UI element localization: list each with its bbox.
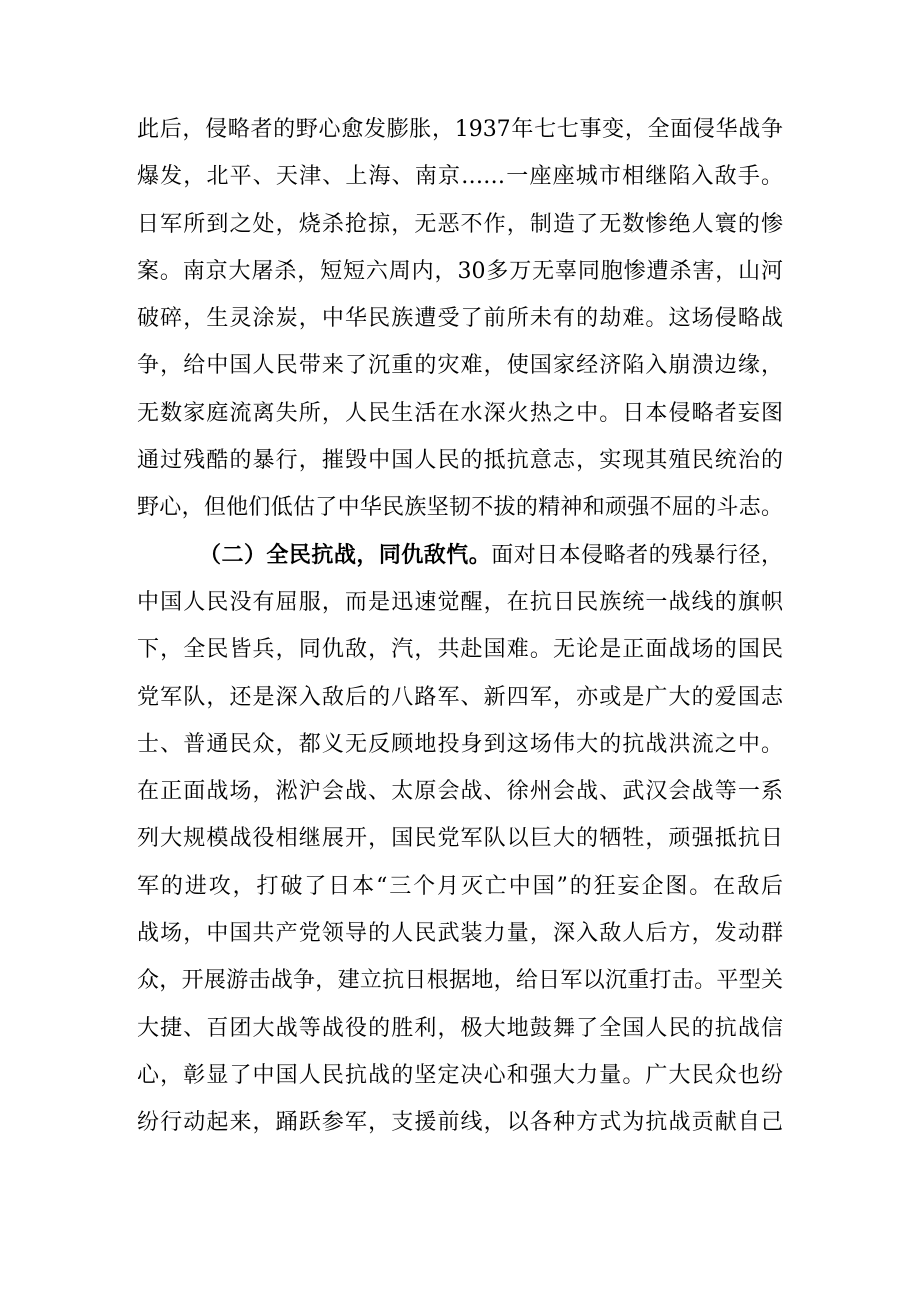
section-line-1: 中国人民没有屈服，而是迅速觉醒，在抗日民族统一战线的旗帜 [137, 589, 783, 615]
section-line-2: 下，全民皆兵，同仇敌，汽，共赴国难。无论是正面战场的国民 [137, 637, 783, 663]
text-line-4: 案。南京大屠杀，短短六周内，30多万无辜同胞惨遭杀害，山河 [137, 258, 783, 284]
text-line-7: 无数家庭流离失所，人民生活在水深火热之中。日本侵略者妄图 [137, 400, 783, 426]
section-first-line [137, 532, 783, 579]
text-line-5: 破碎，生灵涂炭，中华民族遭受了前所未有的劫难。这场侵略战 [137, 306, 783, 332]
section-line-10: 大捷、百团大战等战役的胜利，极大地鼓舞了全国人民的抗战信 [137, 1015, 783, 1041]
section-heading: （二）全民抗战，同仇敌忾。 [199, 541, 492, 568]
text-line-1: 此后，侵略者的野心愈发膨胀，1937年七七事变，全面侵华战争 [137, 117, 783, 142]
section-line-9: 众，开展游击战争，建立抗日根据地，给日军以沉重打击。平型关 [137, 968, 783, 994]
text-line-9: 野心，但他们低估了中华民族坚韧不拔的精神和顽强不屈的斗志。 [137, 495, 783, 521]
section-line-7: 军的进攻，打破了日本“三个月灭亡中国”的狂妄企图。在敌后 [137, 873, 783, 899]
section-line-11: 心，彰显了中国人民抗战的坚定决心和强大力量。广大民众也纷 [137, 1062, 783, 1088]
text-line-6: 争，给中国人民带来了沉重的灾难，使国家经济陷入崩溃边缘， [137, 353, 783, 379]
section-line-3: 党军队，还是深入敌后的八路军、新四军，亦或是广大的爱国志 [137, 684, 783, 710]
section-line-6: 列大规模战役相继展开，国民党军队以巨大的牺牲，顽强抵抗日 [137, 826, 783, 852]
section-line-5: 在正面战场，淞沪会战、太原会战、徐州会战、武汉会战等一系 [137, 779, 783, 805]
text-line-8: 通过残酷的暴行，摧毁中国人民的抵抗意志，实现其殖民统治的 [137, 448, 783, 474]
section-line-12: 纷行动起来，踊跃参军，支援前线，以各种方式为抗战贡献自己 [137, 1110, 783, 1136]
document-body [137, 106, 783, 1147]
section-first-line-text: 面对日本侵略者的残暴行径， [491, 542, 783, 568]
text-line-2: 爆发，北平、天津、上海、南京……一座座城市相继陷入敌手。 [137, 164, 783, 190]
text-line-3: 日军所到之处，烧杀抢掠，无恶不作，制造了无数惨绝人寰的惨 [137, 211, 783, 237]
section-line-4: 士、普通民众，都义无反顾地投身到这场伟大的抗战洪流之中。 [137, 731, 783, 757]
section-line-8: 战场，中国共产党领导的人民武装力量，深入敌人后方，发动群 [137, 921, 783, 947]
